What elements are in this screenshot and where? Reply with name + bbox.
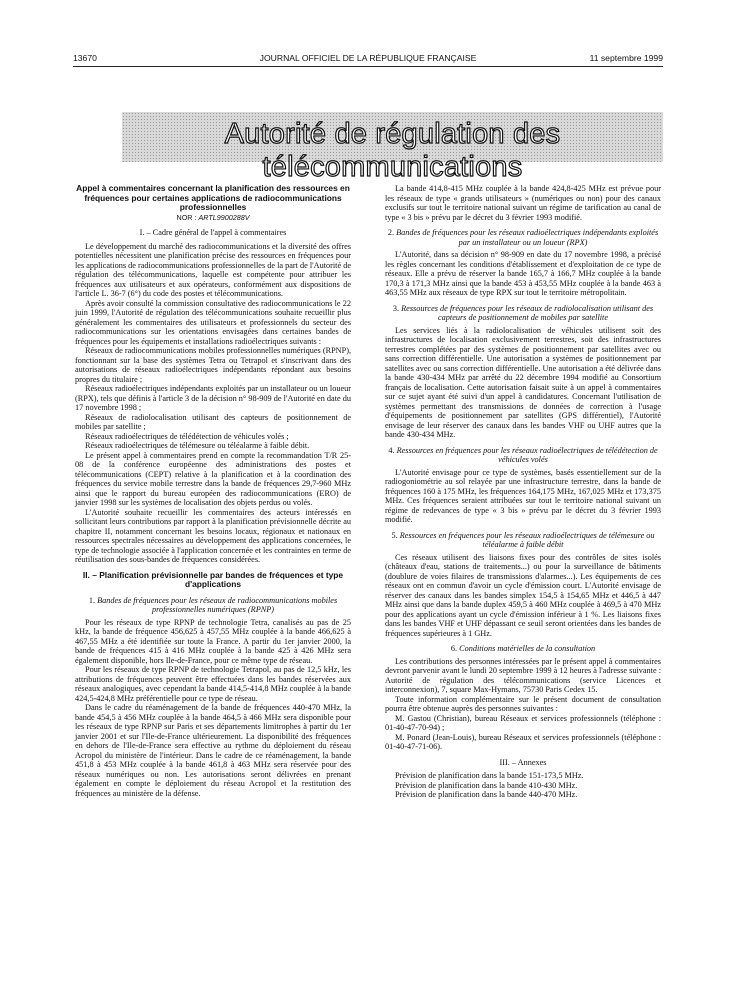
paragraph: La bande 414,8-415 MHz couplée à la bande 424,8-425 MHz est prévue pour les réseaux de type « grands utilisateurs » (numériques ou non) pour des canaux exclusifs sur tout le territoire national suivant un régime de tarification au canal de type « 3 bis » prévu par le décret du 3 février 1993 modifié. [385,184,661,222]
paragraph: M. Gastou (Christian), bureau Réseaux et services professionnels (téléphone : 01-40-47-70-94) ; [385,713,661,732]
nor-reference [75,213,351,223]
publication-date: 11 septembre 1999 [589,53,663,63]
paragraph: Réseaux radioélectriques de télédétection de véhicules volés ; [85,431,289,441]
subsection-number: 1. [88,595,95,605]
annex-item: Prévision de planification dans la bande 410-430 MHz. [395,780,578,790]
paragraph: Réseaux radioélectriques indépendants exploités par un installateur ou un loueur (RPX), tels que définis à l'article 3 de la décision n° 98-909 de l'Autorité en date du 17 novembre 1998 ; [75,384,351,412]
banner-title: Autorité de régulation des télécommunications [224,118,561,183]
annex-list [385,771,661,800]
journal-title: JOURNAL OFFICIEL DE LA RÉPUBLIQUE FRANÇAISE [259,53,477,63]
subsection-title: Bandes de fréquences pour les réseaux de radiocommunications mobiles professionnelles numériques (RPNP) [97,595,338,614]
subsection-title: Conditions matérielles de la consultation [459,644,596,653]
paragraph: L'Autorité envisage pour ce type de systèmes, basés essentiellement sur de la radiogoniométrie au sol relayée par une infrastructure terrestre, dans la bande de fréquences 160 à 175 MHz, les fréquences 164,175 MHz, 167,025 MHz et 173,375 MHz. Ces fréquences seraient attribuées sur tout le territoire national suivant un régime de redevances de type « 3 bis » prévu par le décret du 3 février 1993 modifié. [385,467,661,524]
subsection-2-heading [385,228,661,247]
paragraph: Réseaux de radiocommunications mobiles professionnelles numériques (RPNP), fonctionnant sur la base des systèmes Tetra ou Tetrapol et s'inscrivant dans des autorisations de réseaux radioélectriques indépendants répondant aux besoins propres du titulaire ; [75,346,352,384]
section2-heading: II. – Planification prévisionnelle par bandes de fréquences et type d'applications [82,569,344,589]
paragraph: Après avoir consulté la commission consultative des radiocommunications le 22 juin 1999, l'Autorité de régulation des télécommunications souhaite recueillir plus généralement les commentaires des utilisateurs et professionnels du secteur des radiocommunications sur les orientations envisagées dans certaines bandes de fréquences pour les équipements et installations radioélectriques suivants : [75,298,351,346]
subsection-5-heading [385,531,661,550]
section1-heading: I. – Cadre général de l'appel à commentaires [139,228,287,237]
right-column [385,184,661,800]
paragraph: Les contributions des personnes intéressées par le présent appel à commentaires devront parvenir avant le lundi 20 septembre 1999 à 12 heures à l'adresse suivante : Autorité de régulation des télécommunications (service Licences et interconnexion), 7, square Max-Hymans, 75730 Paris Cedex 15. [385,656,661,694]
nor-label: NOR : [176,212,197,222]
paragraph: Réseaux radioélectriques de télémesure ou téléalarme à faible débit. [85,441,310,450]
subsection-title: Ressources en fréquences pour les réseaux radioélectriques de télédétection de véhicules volés [396,445,658,464]
subsection-title: Ressources de fréquences pour les réseaux de radiolocalisation utilisant des capteurs de positionnement de mobiles par satellite [401,303,654,322]
annex-heading: III. – Annexes [499,757,547,767]
subsection-number: 2. [387,228,394,237]
subsection-title: Ressources en fréquences pour les réseaux radioélectriques de télémesure ou téléalarme à faible débit [399,530,655,549]
left-column [75,184,351,798]
subsection-1-heading [75,596,351,615]
subsection-number: 4. [388,445,395,455]
annex-item: Prévision de planification dans la bande 151-173,5 MHz. [395,771,584,780]
subsection-4-heading [385,446,661,465]
paragraph: Le développement du marché des radiocommunications et la diversité des offres potentielles nécessitent une planification précise des ressources en fréquences pour les applications de radiocommunications professionnelles de la part de l'Autorité de régulation des télécommunications, laquelle est compétente pour attribuer les fréquences aux utilisateurs et aux opérateurs, conformément aux dispositions de l'article L. 36-7 (6°) du code des postes et télécommunications. [75,241,351,298]
header-rule [73,66,663,67]
paragraph: L'Autorité souhaite recueillir les commentaires des acteurs intéressés en sollicitant leurs contributions par rapport à la planification prévisionnelle décrite au chapitre II, notamment concernant les besoins locaux, régionaux et nationaux en ressources spectrales nécessaires au développement des applications concernées, le type de technologie associée à l'application concernée et les contraintes en terme de réutilisation des sous-bandes de fréquences considérées. [75,507,351,564]
subsection-title: Bandes de fréquences pour les réseaux radioélectriques indépendants exploités par un installateur ou un loueur (RPX) [396,228,659,247]
paragraph: Le présent appel à commentaires prend en compte la recommandation T/R 25-08 de la conférence européenne des administrations des postes et télécommunications (CEPT) relative à la planification et à la coordination des fréquences du service mobile terrestre dans la bande de fréquences 29,7-960 MHz ainsi que le rapport du bureau européen des radiocommunications (ERO) de janvier 1998 sur les systèmes de localisation des objets perdus ou volés. [75,450,351,507]
subsection-3-heading [385,304,661,323]
subsection-number: 5. [391,530,398,540]
appel-title: Appel à commentaires concernant la planification des ressources en fréquences pour certaines applications de radiocommunications professionnelles [76,183,350,212]
paragraph: Ces réseaux utilisent des liaisons fixes pour des contrôles de sites isolés (châteaux d'eau, stations de traitements...) ou pour la surveillance de bâtiments (doublure de voies filaires de transmissions d'alarmes...). Les équipements de ces réseaux ont en commun d'avoir un cycle d'émission court. L'Autorité envisage de réserver des canaux dans les bandes simplex 154,5 à 154,65 MHz et 446,5 à 447 MHz ainsi que dans la bande duplex 459,5 à 460 MHz couplée à 469,5 à 470 MHz pour des applications ayant un cycle d'émission inférieur à 1 %. Les liaisons fixes dans les bandes VHF et UHF dépassant ce seuil seront orientées dans les bandes de fréquences supérieures à 1 GHz. [385,552,661,638]
paragraph: Dans le cadre du réaménagement de la bande de fréquences 440-470 MHz, la bande 454,5 à 456 MHz couplée à la bande 464,5 à 466 MHz sera disponible pour les réseaux de type RPNP sur Paris et ses départements limitrophes à partir du 1er janvier 2001 et sur l'Ile-de-France ultérieurement. La disponibilité des fréquences en dehors de l'Ile-de-France sera effective au rythme du déploiement du réseau Acropol du ministère de l'intérieur. Dans le cadre de ce réaménagement, la bande 451,8 à 453 MHz couplée à la bande 461,8 à 463 MHz sera réservée pour des réseaux numériques ou non. Les autorisations seront délivrées en prenant également en compte le déploiement du réseau Acropol et la restitution des fréquences au ministère de la défense. [75,703,351,798]
nor-code: ARTL9900288V [198,212,250,222]
subsection-6-heading [385,644,661,654]
paragraph: Pour les réseaux de type RPNP de technologie Tetrapol, au pas de 12,5 kHz, les attributions de fréquences peuvent être effectuées dans les bandes réservées aux réseaux analogiques, avec cependant la bande 414,5-414,8 MHz couplée à la bande 424,5-424,8 MHz préférentielle pour ce type de réseau. [75,665,351,703]
paragraph: Pour les réseaux de type RPNP de technologie Tetra, canalisés au pas de 25 kHz, la bande de fréquence 456,625 à 457,55 MHz couplée à la bande 466,625 à 467,55 MHz a été identifiée sur toute la France. A partir du 1er janvier 2000, la bande de fréquences 415 à 416 MHz couplée à la bande 425 à 426 MHz sera également disponible, hors Ile-de-France, pour ce même type de réseau. [75,617,351,665]
paragraph: Toute information complémentaire sur le présent document de consultation pourra être obtenue auprès des personnes suivantes : [385,694,661,713]
paragraph: M. Ponard (Jean-Louis), bureau Réseaux et services professionnels (téléphone : 01-40-47-71-06). [385,732,661,751]
subsection-number: 3. [392,303,400,313]
paragraph: L'Autorité, dans sa décision n° 98-909 en date du 17 novembre 1998, a précisé les règles concernant les conditions d'établissement et d'exploitation de ce type de réseaux. Elle a prévu de réserver la bande 165,7 à 166,7 MHz couplée à la bande 170,3 à 171,3 MHz ainsi que la bande 453 à 453,55 MHz couplée à la bande 463 à 463,55 MHz aux réseaux de type RPX sur tout le territoire métropolitain. [385,250,661,297]
paragraph: Les services liés à la radiolocalisation de véhicules utilisent soit des infrastructures de localisation exclusivement terrestres, soit des infrastructures terrestres complétées par des systèmes de positionnement par satellites avec ou sans correction différentielle. Une autorisation a systèmes de positionnement par satellites avec ou sans correction différentielle. Une autorisation a été délivrée dans la bande 430-434 MHz par arrêté du 22 décembre 1994 modifié au Consortium français de localisation. Cette autorisation faisait suite à un appel à commentaires sur ce sujet ayant été suivi d'un appel à candidatures. Concernant l'utilisation de systèmes permettant des transmissions de données de correction à l'usage d'équipements de positionnement par satellites (GPS différentiel), l'Autorité envisage de leur réserver des canaux dans les bandes VHF ou UHF autres que la bande 430-434 MHz. [385,325,661,439]
subsection-number: 6. [450,644,457,653]
annex-item: Prévision de planification dans la bande 440-470 MHz. [395,790,578,799]
page-number: 13670 [73,53,97,63]
paragraph: Réseaux de radiolocalisation utilisant des capteurs de positionnement de mobiles par satellite ; [75,412,351,431]
section-banner [122,112,663,183]
